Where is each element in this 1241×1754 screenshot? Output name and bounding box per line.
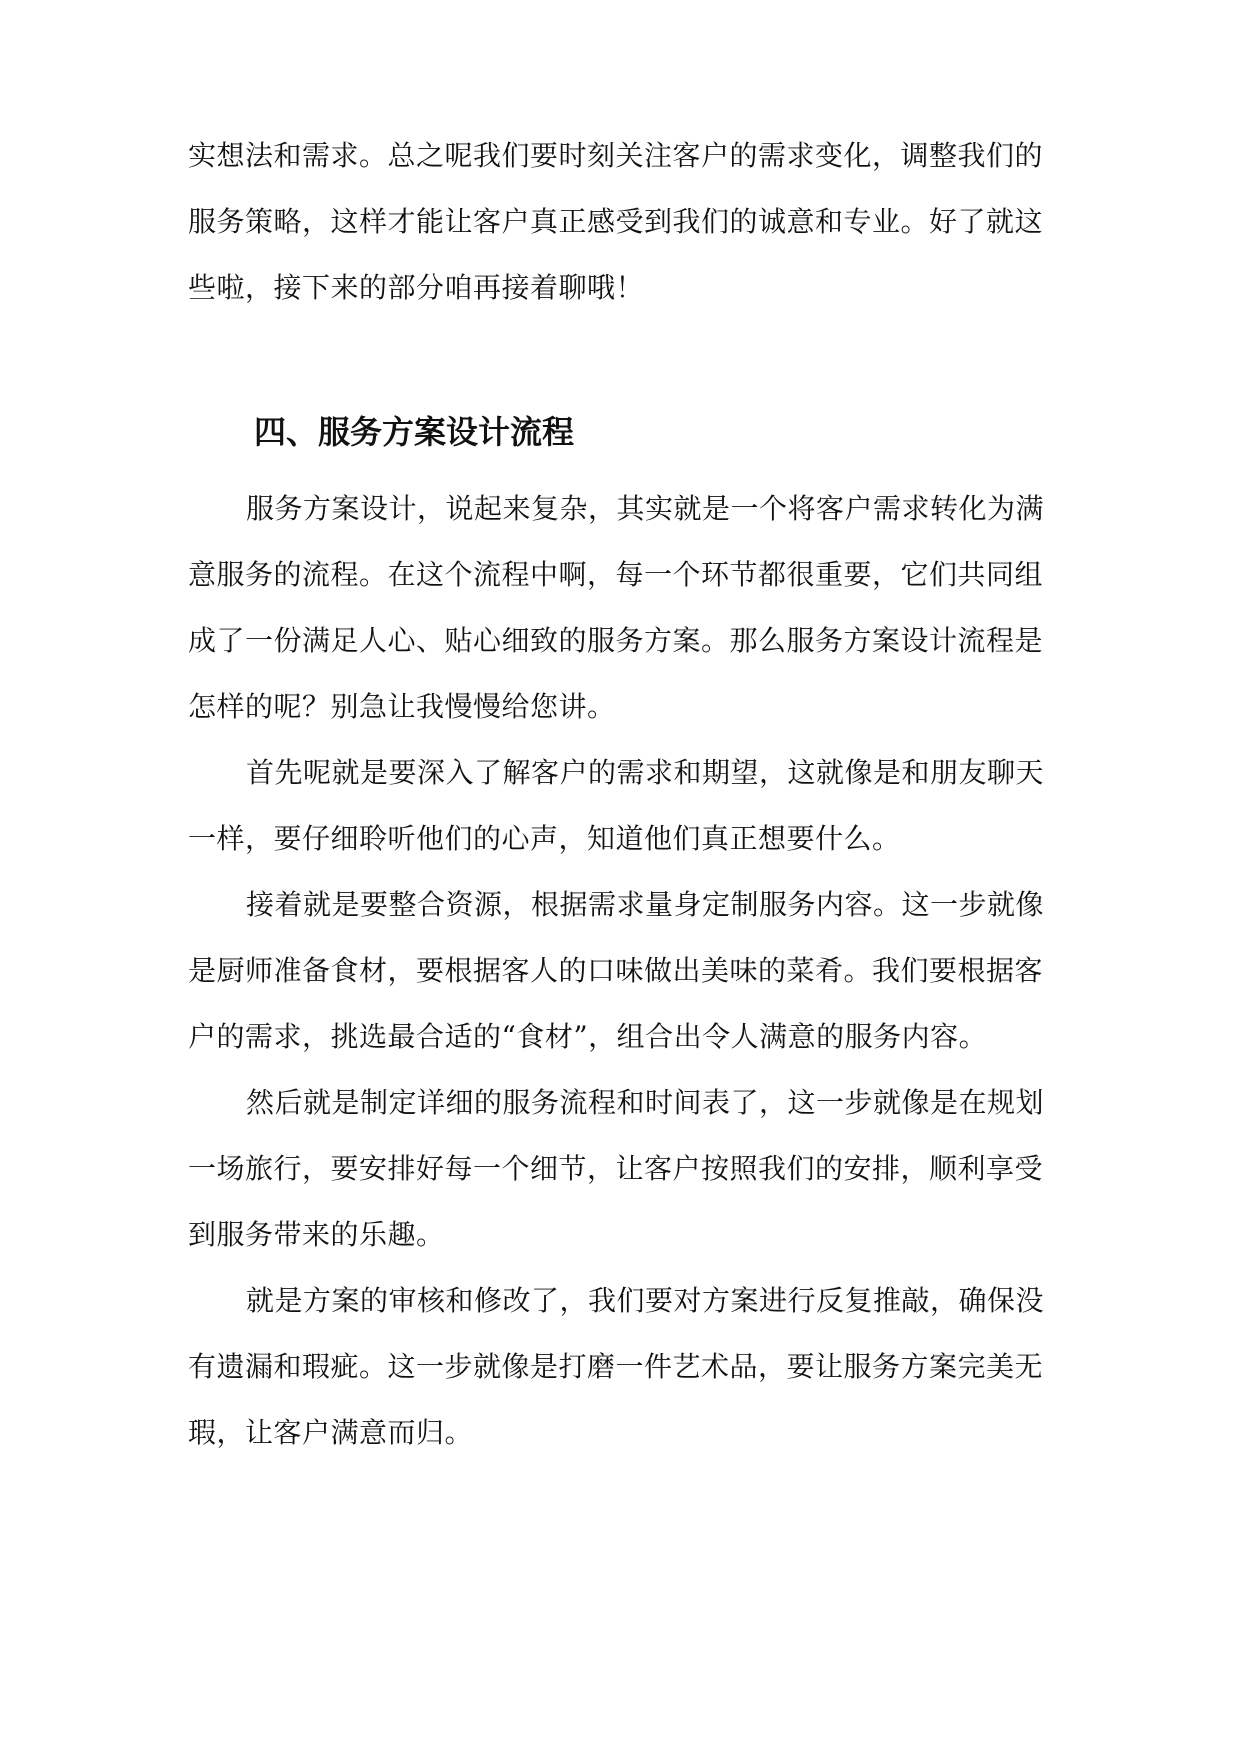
paragraph-line: 些啦，接下来的部分咱再接着聊哦！ [188,271,645,304]
paragraph-line: 瑕，让客户满意而归。 [188,1416,474,1449]
paragraph-line: 到服务带来的乐趣。 [188,1218,445,1251]
paragraph-line: 服务策略，这样才能让客户真正感受到我们的诚意和专业。好了就这 [188,205,1044,238]
paragraph-line: 成了一份满足人心、贴心细致的服务方案。那么服务方案设计流程是 [188,624,1044,657]
paragraph-line: 一样，要仔细聆听他们的心声，知道他们真正想要什么。 [188,822,901,855]
paragraph-line: 意服务的流程。在这个流程中啊，每一个环节都很重要，它们共同组 [188,558,1044,591]
paragraph-line: 实想法和需求。总之呢我们要时刻关注客户的需求变化，调整我们的 [188,139,1044,172]
paragraph-line: 接着就是要整合资源，根据需求量身定制服务内容。这一步就像 [246,888,1045,921]
paragraph-line: 一场旅行，要安排好每一个细节，让客户按照我们的安排，顺利享受 [188,1152,1044,1185]
paragraph-line: 服务方案设计，说起来复杂，其实就是一个将客户需求转化为满 [246,492,1045,525]
paragraph-line: 就是方案的审核和修改了，我们要对方案进行反复推敲，确保没 [246,1284,1045,1317]
paragraph-line: 是厨师准备食材，要根据客人的口味做出美味的菜肴。我们要根据客 [188,954,1044,987]
paragraph-line: 然后就是制定详细的服务流程和时间表了，这一步就像是在规划 [246,1086,1045,1119]
paragraph-line: 怎样的呢？别急让我慢慢给您讲。 [188,690,616,723]
paragraph-line: 首先呢就是要深入了解客户的需求和期望，这就像是和朋友聊天 [246,756,1045,789]
paragraph-line: 户的需求，挑选最合适的“食材”，组合出令人满意的服务内容。 [188,1020,988,1053]
paragraph-line: 有遗漏和瑕疵。这一步就像是打磨一件艺术品，要让服务方案完美无 [188,1350,1044,1383]
section-heading: 四、服务方案设计流程 [254,413,575,451]
